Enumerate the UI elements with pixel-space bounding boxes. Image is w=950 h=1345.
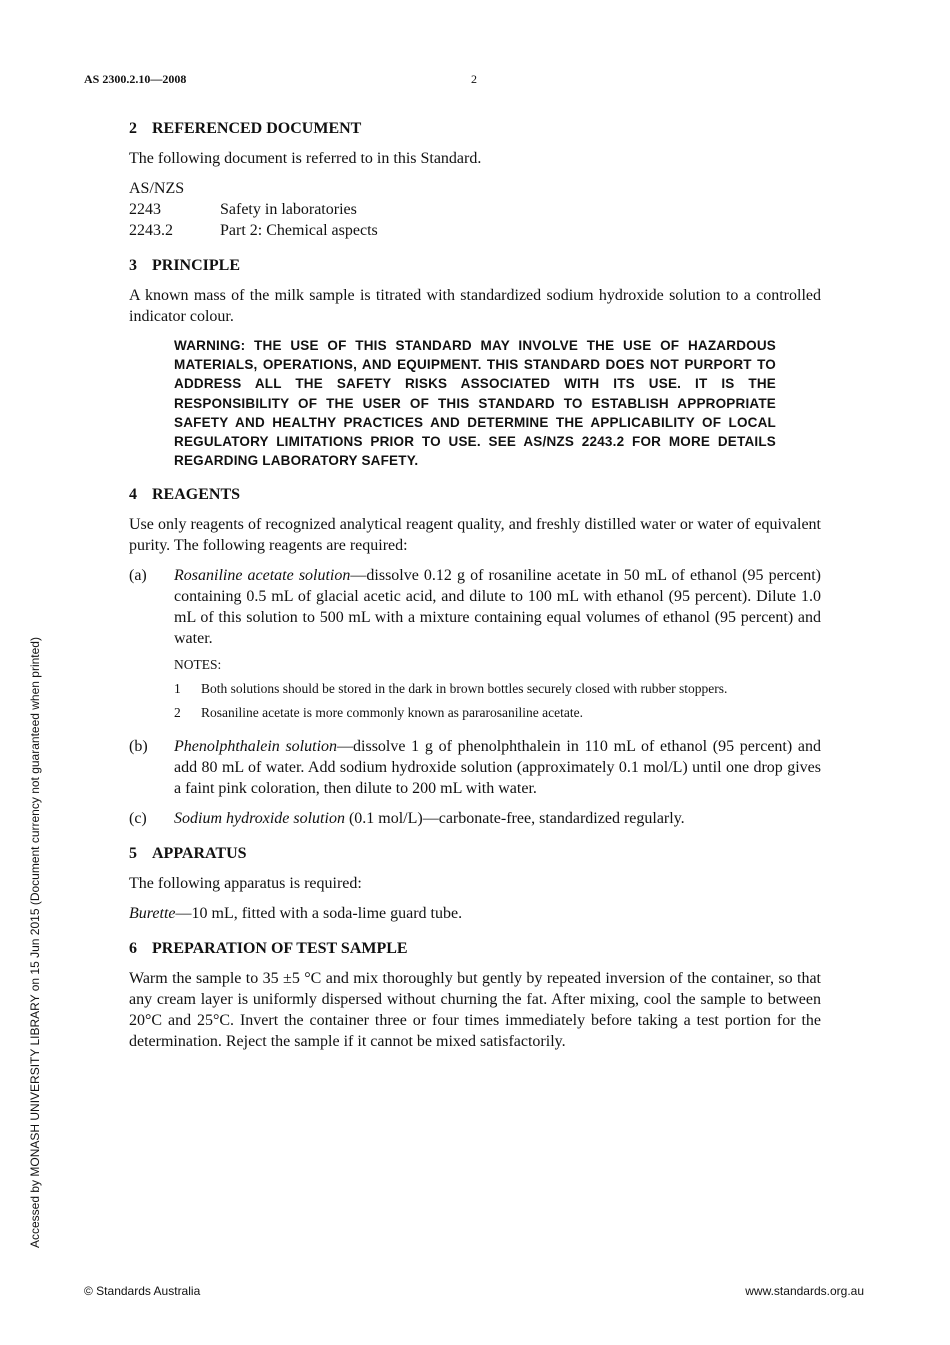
reagent-item: (c) Sodium hydroxide solution (0.1 mol/L)—carbonate-free, standardized regularly. bbox=[129, 810, 685, 828]
apparatus-item: Burette—10 mL, fitted with a soda-lime guard tube. bbox=[129, 905, 463, 923]
footer-copyright: © Standards Australia bbox=[84, 1284, 201, 1298]
reference-code: 2243.2 bbox=[129, 222, 173, 239]
item-label: (c) bbox=[129, 810, 147, 828]
section-apparatus bbox=[129, 843, 821, 924]
page-number: 2 bbox=[471, 72, 477, 86]
reference-row bbox=[129, 199, 821, 220]
reference-code: 2243 bbox=[129, 201, 161, 218]
section-principle bbox=[129, 255, 821, 470]
reagent-item: (a) Rosaniline acetate solution—dissolve 0.12 g of rosaniline acetate in 50 mL of ethanol (95 percent) containing 0.5 mL of glacial acetic acid, and dilute to 100 mL with ethanol (95 percent). Dilute 1.0 mL of this solution to 500 mL with a mixture containing equal volumes of ethanol (95 percent) and water. NOTES: 1 Both solutions should be stored in the dark in brown bottles securely closed with rubber stoppers. 2 Rosaniline acetate is more commonly known as pararosaniline acetate. bbox=[129, 565, 821, 727]
notes-title: NOTES: bbox=[174, 657, 222, 673]
section-heading: 2 REFERENCED DOCUMENT bbox=[129, 120, 362, 137]
section-intro: The following document is referred to in this Standard. bbox=[129, 150, 482, 167]
reference-title: Safety in laboratories bbox=[220, 201, 357, 218]
reference-org: AS/NZS bbox=[129, 180, 185, 197]
preparation-text: Warm the sample to 35 ±5 °C and mix thoroughly but gently by repeated inversion of the container, so that any cream layer is uniformly dispersed without churning the fat. After mixing, cool the sample to between 20°C and 25°C. Invert the container three or four times immediately before taking a test portion for the determination. Reject the sample if it cannot be mixed satisfactorily. bbox=[129, 970, 821, 1051]
safety-warning: WARNING: THE USE OF THIS STANDARD MAY INVOLVE THE USE OF HAZARDOUS MATERIALS, OPERATIONS, AND EQUIPMENT. THIS STANDARD DOES NOT PURPORT TO ADDRESS ALL THE SAFETY RISKS ASSOCIATED WITH ITS USE. IT IS THE RESPONSIBILITY OF THE USER OF THIS STANDARD TO ESTABLISH APPROPRIATE SAFETY AND HEALTHY PRACTICES AND DETERMINE THE APPLICABILITY OF LOCAL REGULATORY LIMITATIONS PRIOR TO USE. SEE AS/NZS 2243.2 FOR MORE DETAILS REGARDING LABORATORY SAFETY. bbox=[174, 338, 776, 469]
section-heading: 3 PRINCIPLE bbox=[129, 257, 241, 274]
reagent-name: Sodium hydroxide solution bbox=[174, 810, 345, 828]
footer-website: www.standards.org.au bbox=[745, 1284, 864, 1298]
reagent-name: Phenolphthalein solution bbox=[174, 738, 338, 756]
section-heading: 4 REAGENTS bbox=[129, 486, 241, 504]
item-label: (a) bbox=[129, 567, 147, 585]
apparatus-intro: The following apparatus is required: bbox=[129, 875, 362, 893]
reference-list bbox=[129, 178, 821, 241]
document-code: AS 2300.2.10—2008 bbox=[84, 72, 187, 86]
notes-block bbox=[174, 655, 821, 722]
note-item: 2 Rosaniline acetate is more commonly known as pararosaniline acetate. bbox=[174, 705, 583, 721]
note-item: 1 Both solutions should be stored in the dark in brown bottles securely closed with rubber stoppers. bbox=[174, 681, 728, 697]
section-heading: 5 APPARATUS bbox=[129, 845, 247, 863]
reagent-item: (b) Phenolphthalein solution—dissolve 1 g of phenolphthalein in 110 mL of ethanol (95 percent) and add 80 mL of water. Add sodium hydroxide solution (approximately 0.1 mol/L) until one drop gives a faint pink coloration, then dilute to 200 mL with water. bbox=[129, 738, 822, 798]
page-content bbox=[129, 118, 821, 1066]
item-label: (b) bbox=[129, 738, 148, 756]
reagents-intro: Use only reagents of recognized analytical reagent quality, and freshly distilled water or water of equivalent purity. The following reagents are required: bbox=[129, 516, 821, 555]
section-heading: 6 PREPARATION OF TEST SAMPLE bbox=[129, 940, 408, 958]
access-watermark: Accessed by MONASH UNIVERSITY LIBRARY on 15 Jun 2015 (Document currency not guaranteed when printed) bbox=[28, 637, 42, 1248]
principle-text: A known mass of the milk sample is titrated with standardized sodium hydroxide solution to a controlled indicator colour. bbox=[129, 287, 821, 325]
section-preparation bbox=[129, 938, 821, 1052]
reference-title: Part 2: Chemical aspects bbox=[220, 222, 378, 239]
section-reagents bbox=[129, 484, 821, 829]
section-referenced-document bbox=[129, 118, 821, 241]
reference-row bbox=[129, 220, 821, 241]
reagent-name: Rosaniline acetate solution bbox=[174, 567, 351, 585]
